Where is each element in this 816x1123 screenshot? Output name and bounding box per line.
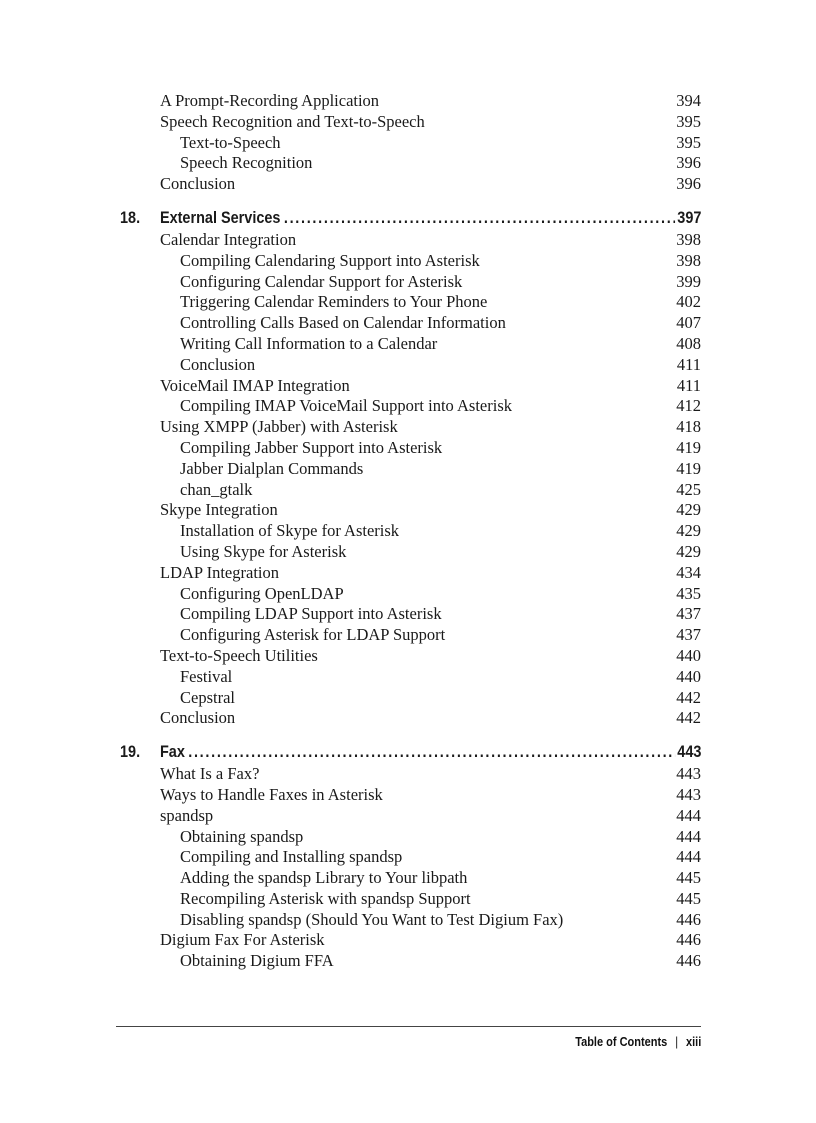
toc-entry-page: 446 — [676, 930, 701, 950]
toc-entry-page: 442 — [676, 708, 701, 728]
toc-entry[interactable] — [120, 133, 701, 154]
toc-entry[interactable] — [120, 153, 701, 174]
footer-separator: | — [674, 1035, 678, 1049]
toc-entry[interactable] — [120, 417, 701, 438]
toc-entry-title: Recompiling Asterisk with spandsp Support — [180, 888, 471, 908]
toc-entry-title: Writing Call Information to a Calendar — [180, 333, 438, 353]
toc-entry-page: 402 — [676, 292, 701, 312]
footer-rule — [116, 1026, 701, 1027]
chapter-19-entries — [120, 764, 701, 972]
toc-entry[interactable] — [120, 584, 701, 605]
toc-entry-title: Configuring OpenLDAP — [180, 583, 344, 603]
toc-entry-title: Conclusion — [160, 708, 236, 728]
chapter-heading-19[interactable] — [120, 741, 701, 763]
toc-entry[interactable] — [120, 438, 701, 459]
toc-entry-title: Compiling Calendaring Support into Asterisk — [180, 250, 480, 270]
toc-entry[interactable] — [120, 396, 701, 417]
toc-entry[interactable] — [120, 688, 701, 709]
toc-entry-page: 411 — [676, 375, 701, 395]
chapter-page: 397 — [677, 207, 702, 227]
toc-entry-title: Conclusion — [180, 354, 256, 374]
toc-entry-page: 395 — [676, 132, 701, 152]
toc-entry-title: Compiling LDAP Support into Asterisk — [180, 604, 442, 624]
toc-entry[interactable] — [120, 604, 701, 625]
toc-entry-title: Speech Recognition — [180, 153, 313, 173]
footer-page-number: xiii — [685, 1035, 701, 1049]
toc-entry-page: 418 — [676, 417, 701, 437]
toc-entry-title: Festival — [180, 666, 233, 686]
chapter-18-entries — [120, 230, 701, 729]
toc-entry-title: Using Skype for Asterisk — [180, 541, 347, 561]
toc-entry[interactable] — [120, 500, 701, 521]
dot-leader — [188, 741, 674, 763]
chapter-heading-18[interactable] — [120, 207, 701, 229]
toc-entry[interactable] — [120, 646, 701, 667]
toc-entry[interactable] — [120, 910, 701, 931]
toc-entry-title: Cepstral — [180, 687, 235, 707]
toc-entry-page: 445 — [676, 888, 701, 908]
chapter-title: Fax — [159, 742, 185, 762]
toc-entry-title: spandsp — [160, 805, 214, 825]
toc-entry-page: 444 — [676, 826, 701, 846]
toc-entry-title: Adding the spandsp Library to Your libpath — [180, 868, 468, 888]
toc-entry-page: 419 — [676, 458, 701, 478]
toc-entry[interactable] — [120, 764, 701, 785]
toc-entry-title: A Prompt-Recording Application — [160, 91, 380, 110]
toc-entry[interactable] — [120, 313, 701, 334]
toc-entry-page: 444 — [676, 847, 701, 867]
toc-entry-title: Speech Recognition and Text-to-Speech — [160, 111, 425, 131]
toc-entry-page: 443 — [676, 784, 701, 804]
toc-entry[interactable] — [120, 847, 701, 868]
toc-entry-title: Digium Fax For Asterisk — [160, 930, 325, 950]
toc-entry-title: Configuring Asterisk for LDAP Support — [180, 625, 446, 645]
toc-entry[interactable] — [120, 563, 701, 584]
toc-entry[interactable] — [120, 708, 701, 729]
toc-entry-title: Installation of Skype for Asterisk — [180, 521, 400, 541]
toc-entry-page: 445 — [676, 868, 701, 888]
toc-entry-title: LDAP Integration — [160, 562, 279, 582]
toc-entry-title: Text-to-Speech — [180, 132, 281, 152]
toc-entry[interactable] — [120, 292, 701, 313]
toc-entry-page: 446 — [676, 909, 701, 929]
toc-entry-title: Compiling Jabber Support into Asterisk — [180, 437, 443, 457]
toc-entry[interactable] — [120, 521, 701, 542]
toc-entry-page: 398 — [676, 229, 701, 249]
toc-entry[interactable] — [120, 785, 701, 806]
toc-entry-title: Triggering Calendar Reminders to Your Phone — [180, 292, 488, 312]
toc-entry[interactable] — [120, 827, 701, 848]
toc-entry-page: 429 — [676, 500, 701, 520]
toc-entry-page: 437 — [676, 625, 701, 645]
toc-entry-title: What Is a Fax? — [160, 764, 260, 784]
toc-entry-title: Conclusion — [160, 174, 236, 194]
toc-entry[interactable] — [120, 667, 701, 688]
toc-entry-page: 429 — [676, 521, 701, 541]
toc-entry-page: 440 — [676, 666, 701, 686]
toc-entry-title: Compiling IMAP VoiceMail Support into Asterisk — [180, 396, 513, 416]
toc-entry-page: 408 — [676, 333, 701, 353]
toc-entry[interactable] — [120, 355, 701, 376]
toc-entry-page: 440 — [676, 645, 701, 665]
toc-entry[interactable] — [120, 542, 701, 563]
toc-entry[interactable] — [120, 868, 701, 889]
toc-entry-page: 411 — [676, 354, 701, 374]
chapter-number: 18. — [120, 207, 141, 227]
toc-entry-title: Controlling Calls Based on Calendar Information — [180, 313, 506, 333]
toc-entry[interactable] — [120, 112, 701, 133]
toc-entry-title: Configuring Calendar Support for Asterisk — [180, 271, 463, 291]
toc-entry-title: Disabling spandsp (Should You Want to Test Digium Fax) — [180, 909, 564, 929]
toc-entry[interactable] — [120, 459, 701, 480]
toc-entry[interactable] — [120, 889, 701, 910]
toc-entry[interactable] — [120, 272, 701, 293]
footer-label: Table of Contents — [574, 1035, 668, 1049]
toc-entry-page: 419 — [676, 437, 701, 457]
toc-entry-page: 446 — [676, 951, 701, 971]
dot-leader — [284, 207, 675, 229]
toc-entry[interactable] — [120, 480, 701, 501]
chapter-title: External Services — [159, 207, 281, 227]
toc-entry-title: Ways to Handle Faxes in Asterisk — [160, 784, 383, 804]
toc-entry-page: 395 — [676, 111, 701, 131]
toc-entry[interactable] — [120, 334, 701, 355]
toc-entry[interactable] — [120, 625, 701, 646]
toc-entry-title: Jabber Dialplan Commands — [180, 458, 364, 478]
toc-entry[interactable] — [120, 951, 701, 972]
toc-entry-page: 429 — [676, 541, 701, 561]
toc-entry[interactable] — [120, 930, 701, 951]
toc-entry-page: 399 — [676, 271, 701, 291]
toc-entry[interactable] — [120, 251, 701, 272]
toc-entry-page: 412 — [676, 396, 701, 416]
toc-entry-page: 435 — [676, 583, 701, 603]
toc-entry-page: 443 — [676, 764, 701, 784]
toc-entry-title: Obtaining Digium FFA — [180, 951, 334, 971]
toc-entry-page: 434 — [676, 562, 701, 582]
toc-entry[interactable] — [120, 806, 701, 827]
chapter-page: 443 — [677, 742, 702, 762]
toc-entry-title: Using XMPP (Jabber) with Asterisk — [160, 417, 398, 437]
toc-entry-page: 444 — [676, 805, 701, 825]
toc-entry-title: Skype Integration — [160, 500, 278, 520]
toc-entry-title: VoiceMail IMAP Integration — [160, 375, 350, 395]
toc-entry-page: 396 — [676, 174, 701, 194]
page-footer — [575, 1035, 701, 1049]
toc-entry[interactable] — [120, 174, 701, 195]
toc-entry-page: 394 — [676, 91, 701, 110]
toc-entry-page: 442 — [676, 687, 701, 707]
toc-entry-page: 437 — [676, 604, 701, 624]
toc-entry[interactable] — [120, 376, 701, 397]
toc-entry[interactable] — [120, 230, 701, 251]
toc-entry-title: Obtaining spandsp — [180, 826, 304, 846]
toc-entry[interactable] — [120, 91, 701, 112]
table-of-contents — [120, 91, 701, 972]
toc-entry-page: 396 — [676, 153, 701, 173]
chapter-number: 19. — [120, 742, 141, 762]
toc-entry-title: Text-to-Speech Utilities — [160, 645, 318, 665]
toc-entry-page: 425 — [676, 479, 701, 499]
toc-entry-title: Compiling and Installing spandsp — [180, 847, 403, 867]
toc-entry-title: Calendar Integration — [160, 229, 297, 249]
toc-entry-page: 407 — [676, 313, 701, 333]
toc-section-continued — [120, 91, 701, 195]
toc-entry-title: chan_gtalk — [180, 479, 253, 499]
toc-entry-page: 398 — [676, 250, 701, 270]
